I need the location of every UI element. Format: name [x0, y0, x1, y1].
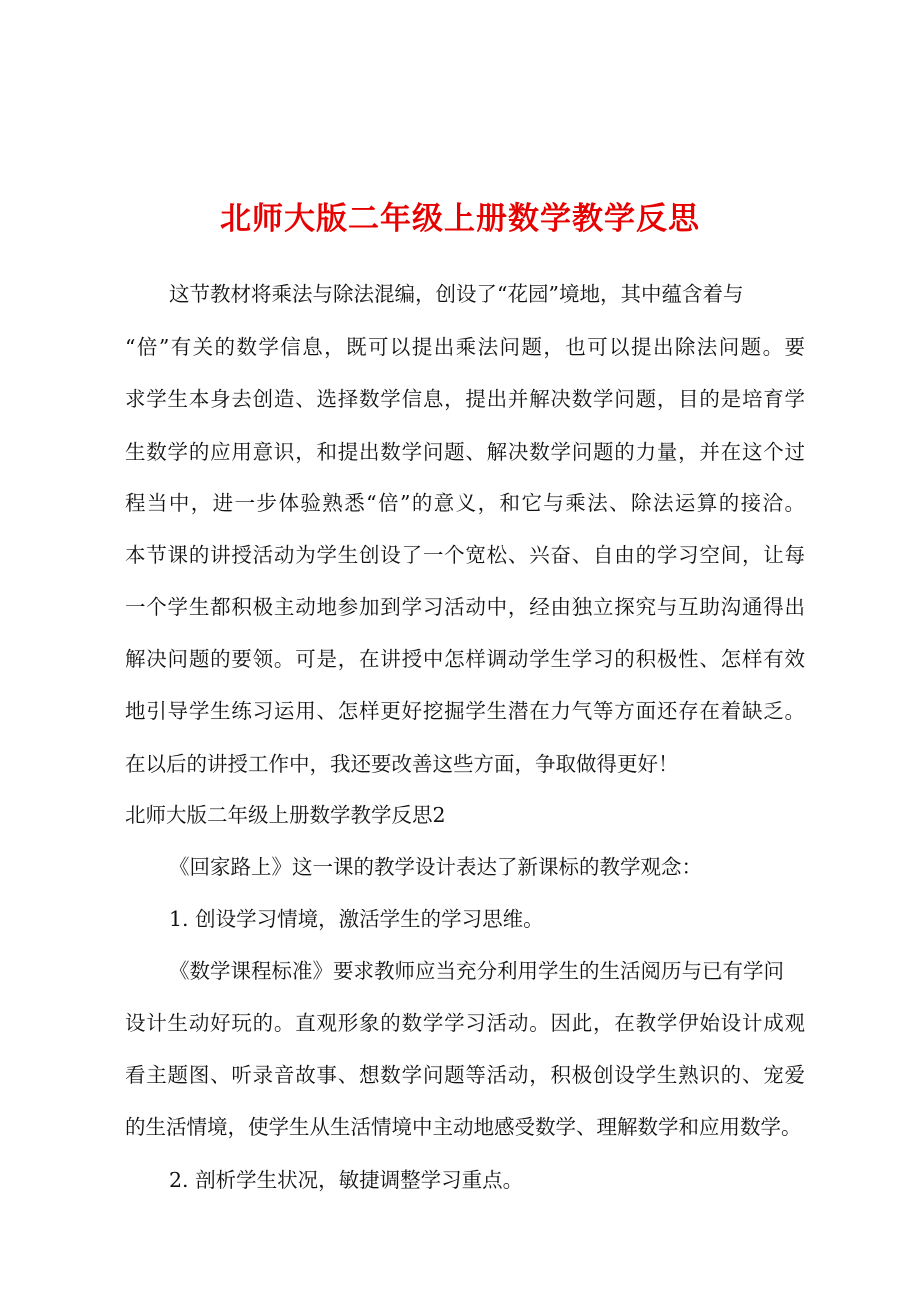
- section2-intro: 《回家路上》这一课的教学设计表达了新课标的教学观念：: [169, 855, 702, 879]
- paragraph1-line: 本节课的讲授活动为学生创设了一个宽松、兴奋、自由的学习空间，让每: [125, 543, 805, 567]
- document-title: 北师大版二年级上册数学教学反思: [220, 201, 700, 237]
- paragraph1-line: 求学生本身去创造、选择数学信息，提出并解决数学问题，目的是培育学: [125, 387, 805, 411]
- point1-heading: 1. 创设学习情境，激活学生的学习思维。: [169, 907, 544, 931]
- paragraph1-line: 这节教材将乘法与除法混编，创设了“花园”境地，其中蕴含着与: [169, 282, 744, 306]
- point1-body-line: 的生活情境，使学生从生活情境中主动地感受数学、理解数学和应用数学。: [125, 1115, 802, 1139]
- section2-heading: 北师大版二年级上册数学教学反思2: [125, 803, 446, 827]
- paragraph1-line: 地引导学生练习运用、怎样更好挖掘学生潜在力气等方面还存在着缺乏。: [125, 699, 805, 723]
- point2-heading: 2. 剖析学生状况，敏捷调整学习重点。: [169, 1168, 524, 1192]
- paragraph1-line: “倍”有关的数学信息，既可以提出乘法问题，也可以提出除法问题。要: [125, 335, 805, 359]
- paragraph1-line: 解决问题的要领。可是，在讲授中怎样调动学生学习的积极性、怎样有效: [125, 647, 805, 671]
- paragraph1-line: 一个学生都积极主动地参加到学习活动中，经由独立探究与互助沟通得出: [125, 595, 805, 619]
- paragraph1-line: 生数学的应用意识，和提出数学问题、解决数学问题的力量，并在这个过: [125, 440, 805, 464]
- point1-body-line: 设计生动好玩的。直观形象的数学学习活动。因此，在教学伊始设计成观: [125, 1011, 805, 1035]
- paragraph1-line: 程当中，进一步体验熟悉“倍”的意义，和它与乘法、除法运算的接洽。: [125, 491, 805, 515]
- point1-body-line: 看主题图、听录音故事、想数学问题等活动，积极创设学生熟识的、宠爱: [125, 1063, 805, 1087]
- paragraph1-line: 在以后的讲授工作中，我还要改善这些方面，争取做得更好！: [125, 752, 679, 776]
- point1-body-line: 《数学课程标准》要求教师应当充分利用学生的生活阅历与已有学问: [169, 959, 784, 983]
